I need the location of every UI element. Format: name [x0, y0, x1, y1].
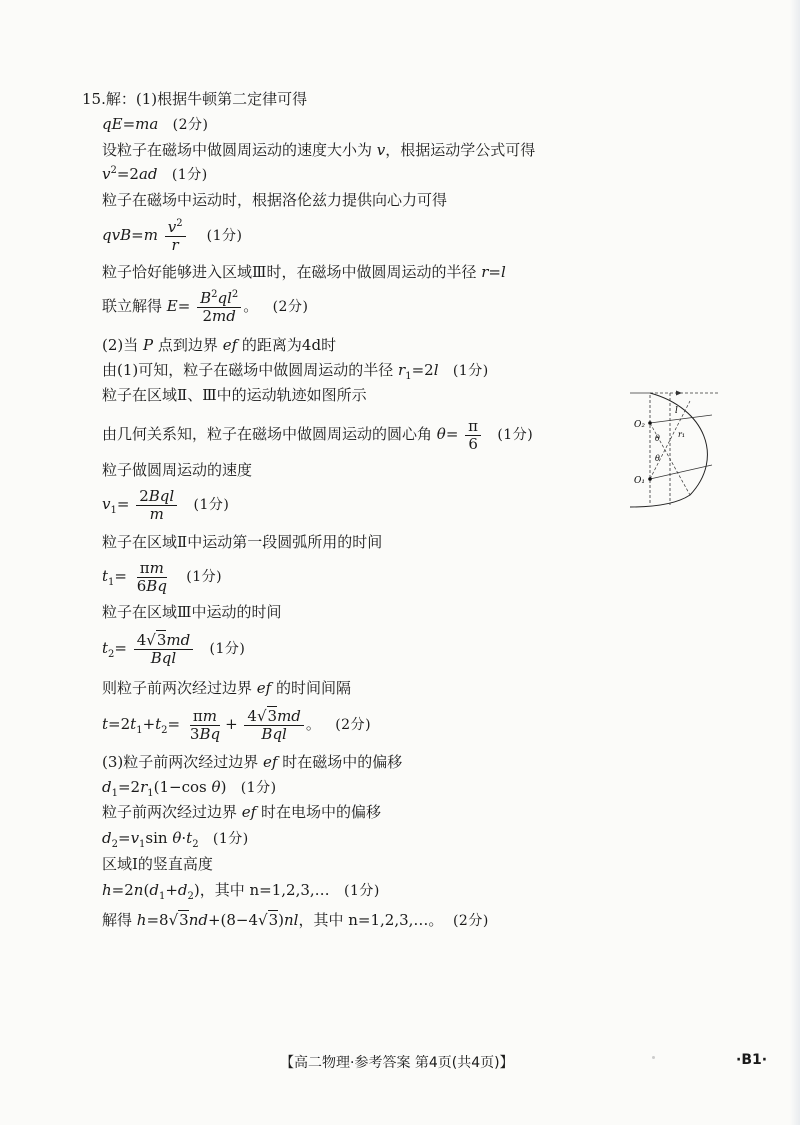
eq-kinematics: $v^2=2ad$ (1分): [102, 165, 208, 183]
eq-time1: $t_1=$ $\frac{\pi m}{6Bq}$ (1分): [102, 558, 223, 595]
label-o2: O₂: [634, 420, 645, 430]
eq-lorentz: qvB=m $\frac{v^2}{r}$ (1分): [102, 217, 243, 254]
scan-dot: [652, 1056, 655, 1059]
text-line: 粒子做圆周运动的速度: [102, 461, 253, 479]
label-r1: r₁: [678, 430, 686, 439]
label-l: l: [675, 406, 678, 416]
points: (2分): [172, 117, 209, 133]
label-o1: O₁: [634, 476, 645, 486]
solution-header: [82, 88, 307, 110]
page-footer: 【高二物理·参考答案 第4页(共4页)】: [280, 1055, 514, 1071]
label-theta-a: θ: [655, 434, 660, 443]
eq-final: 解得 h=8√3nd+(8−4√3)nl，其中 n=1,2,3,…。 (2分): [102, 911, 489, 929]
text-line: 则粒子前两次经过边界 ef 的时间间隔: [102, 679, 352, 697]
solution-lead: 解：(1)根据牛顿第二定律可得: [105, 90, 308, 108]
label-theta-b: θ: [655, 454, 660, 463]
eq-velocity: $v_1=$ $\frac{\text{2Bql}}{m}$ (1分): [102, 486, 230, 523]
text-line: 粒子前两次经过边界 ef 时在电场中的偏移: [102, 803, 382, 821]
text-line: 粒子在区域Ⅱ中运动第一段圆弧所用的时间: [102, 533, 383, 551]
eq-total-time: $t=2t_1+t_2=$ $\frac{\pi m}{3Bq}$ + $\frac{4√3md}{\text{Bql}}$ 。 (2分): [102, 706, 372, 743]
text-line: 粒子在区域Ⅱ、Ⅲ中的运动轨迹如图所示: [102, 386, 367, 404]
eq-d1: $d_1=2r_1(1-\cos$ θ) (1分): [102, 778, 277, 799]
text-line: 粒子恰好能够进入区域Ⅲ时，在磁场中做圆周运动的半径 r=l: [102, 263, 506, 281]
eq-newton: qE=ma (2分): [102, 115, 209, 133]
eq-time2: $t_2=$ $\frac{4√3md}{\text{Bql}}$ (1分): [102, 630, 246, 667]
text-line: 粒子在区域Ⅲ中运动的时间: [102, 603, 282, 621]
text-line: 区域Ⅰ的竖直高度: [102, 855, 213, 873]
eq-angle: 由几何关系知，粒子在磁场中做圆周运动的圆心角 θ= $\frac{\pi}{6}$ (1分): [102, 416, 534, 453]
eq-height: $h=2n(d_1+d_2)$，其中 n=1,2,3,… (1分): [102, 881, 380, 902]
text-line: (2)当 P 点到边界 ef 的距离为4d时: [102, 336, 337, 354]
eq-result-E: 联立解得 E= $\frac{B^2ql^2}{2md}$ 。 (2分): [102, 288, 309, 325]
trajectory-diagram: [630, 383, 720, 518]
text-line: 设粒子在磁场中做圆周运动的速度大小为 v，根据运动学公式可得: [102, 141, 536, 159]
text-line: (3)粒子前两次经过边界 ef 时在磁场中的偏移: [102, 753, 403, 771]
eq-d2: $d_2=v_1\sin$ $\theta\cdot t_2$ (1分): [102, 829, 249, 850]
scan-edge: [790, 0, 800, 1125]
version-badge: ·B1·: [736, 1052, 768, 1068]
eq-radius: 由(1)可知，粒子在磁场中做圆周运动的半径 $r_1=2l$ (1分): [102, 361, 489, 382]
problem-number: 15.: [82, 90, 106, 108]
text-line: 粒子在磁场中运动时，根据洛伦兹力提供向心力可得: [102, 191, 448, 209]
